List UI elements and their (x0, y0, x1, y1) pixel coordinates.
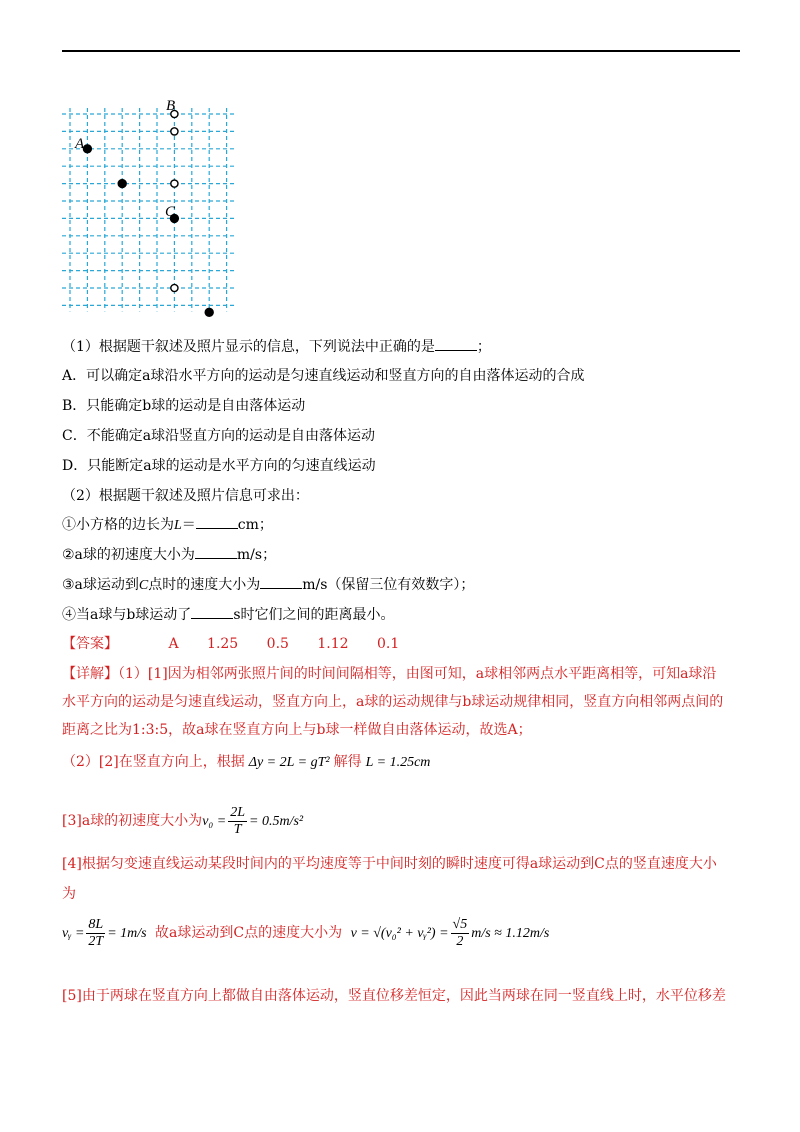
q2-item-2: ②a球的初速度大小为 m/s； (62, 544, 276, 565)
q2-item-4: ④当a球与b球运动了 s时它们之间的距离最小。 (62, 604, 395, 625)
q1-option-c: C．不能确定a球沿竖直方向的运动是自由落体运动 (62, 428, 376, 444)
answer-blank (196, 514, 238, 529)
ball-b-position (171, 180, 178, 187)
explanation-p1-line3: 距离之比为1:3:5，故a球在竖直方向上与b球一样做自由落体运动，故选A； (62, 722, 532, 738)
label-b: B (166, 98, 176, 114)
grid-lines (62, 108, 235, 311)
answer-3: 0.5 (266, 636, 289, 652)
ball-a-position (205, 308, 213, 316)
answer-line: 【答案】 A 1.25 0.5 1.12 0.1 (62, 636, 400, 652)
answer-4: 1.12 (317, 636, 349, 652)
explanation-p2: （2）[2]在竖直方向上，根据 Δy = 2L = gT² 解得 L = 1.25cm (62, 754, 431, 770)
q1-prompt: （1）根据题干叙述及照片显示的信息，下列说法中正确的是 ； (62, 336, 491, 357)
explanation-p1-line1: 【详解】（1）[1]因为相邻两张照片间的时间间隔相等，由图可知，a球相邻两点水平距离相等，可知a球沿 (62, 666, 717, 682)
q2-prompt: （2）根据题干叙述及照片信息可求出： (62, 488, 309, 504)
header-rule (62, 50, 740, 52)
answer-5: 0.1 (377, 636, 400, 652)
explanation-p4-line2: 为 (62, 886, 76, 902)
q2-item-3: ③a球运动到C点时的速度大小为 m/s（保留三位有效数字）； (62, 574, 474, 596)
label-c: C (165, 204, 176, 220)
explanation-p5: vᵧ = $\frac{8L}{2T}$ = 1m/s 故a球运动到C点的速度大小为 v = √(v₀² + vᵧ²) = $\frac{√5}{2}$ m/s ≈ 1.12m/s (62, 916, 550, 949)
label-a: A (75, 136, 85, 152)
explanation-p1-line2: 水平方向的运动是匀速直线运动，竖直方向上，a球的运动规律与b球运动规律相同，竖直方向相邻两点间的 (62, 694, 724, 710)
answer-blank (195, 544, 237, 559)
ball-positions (83, 110, 213, 316)
answer-1: A (168, 636, 179, 652)
explanation-p3: [3]a球的初速度大小为v₀ = $\frac{2L}{T}$ = 0.5m/s² (62, 804, 304, 837)
explanation-p4-line1: [4]根据匀变速直线运动某段时间内的平均速度等于中间时刻的瞬时速度可得a球运动到C点的竖直速度大小 (62, 856, 717, 872)
answer-2: 1.25 (207, 636, 239, 652)
q2-item-1: ①小方格的边长为L＝ cm； (62, 514, 273, 536)
answer-blank (260, 574, 302, 589)
explanation-p6: [5]由于两球在竖直方向上都做自由落体运动，竖直位移差恒定，因此当两球在同一竖直线上时，水平位移差 (62, 988, 726, 1004)
q1-option-a: A．可以确定a球沿水平方向的运动是匀速直线运动和竖直方向的自由落体运动的合成 (62, 368, 585, 384)
ball-b-position (171, 284, 178, 291)
answer-blank (435, 336, 477, 351)
ball-b-position (171, 128, 178, 135)
strobe-photo-figure (58, 92, 248, 322)
ball-a-position (118, 179, 126, 187)
q1-option-b: B．只能确定b球的运动是自由落体运动 (62, 398, 306, 414)
ball-a-position (83, 145, 91, 153)
q1-option-d: D．只能断定a球的运动是水平方向的匀速直线运动 (62, 458, 376, 474)
answer-blank (191, 604, 233, 619)
